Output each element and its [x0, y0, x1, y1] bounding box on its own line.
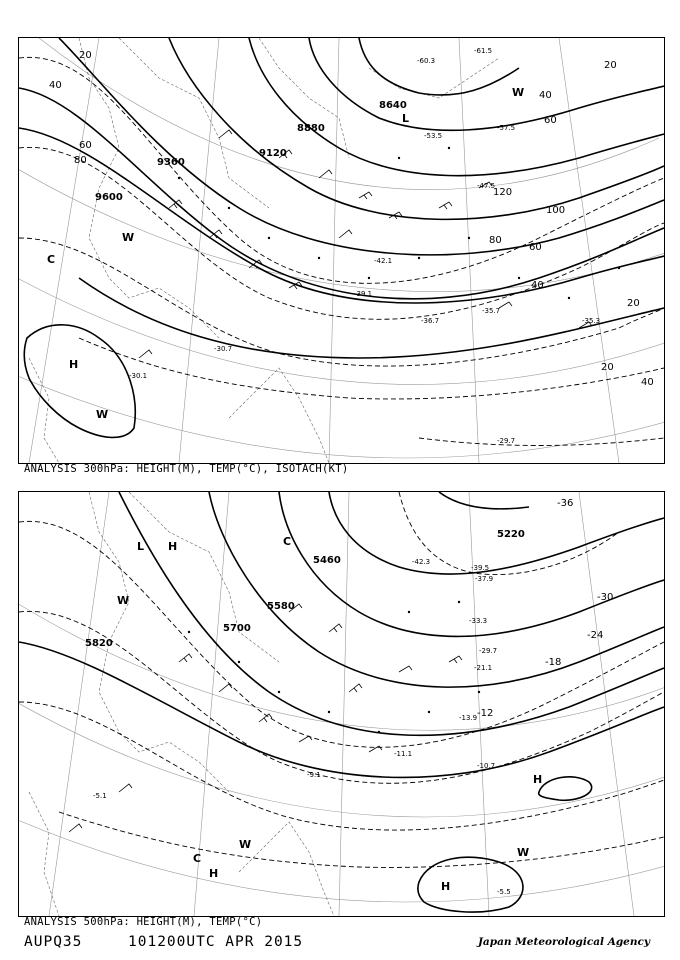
lower-chart-caption: ANALYSIS 500hPa: HEIGHT(M), TEMP(°C)	[24, 916, 263, 928]
temp-label: -10.7	[477, 762, 496, 770]
isotherm-label: -12	[477, 708, 494, 719]
isotach-label: 100	[546, 205, 566, 216]
isotach-label: 20	[601, 362, 614, 373]
temp-label: -9.1	[307, 771, 321, 779]
isotach-label: 80	[74, 155, 87, 166]
temp-label: -29.7	[497, 437, 516, 445]
height-contours	[19, 492, 664, 912]
contour-label: 5220	[497, 529, 525, 540]
isotherm-label: -36	[557, 498, 574, 509]
contour-label: 5460	[313, 555, 341, 566]
warm-label: W	[117, 594, 130, 607]
coastline	[29, 38, 499, 463]
high-label: H	[533, 773, 543, 786]
station-dots	[188, 601, 480, 733]
temp-label: -61.5	[474, 47, 493, 55]
temp-label: -13.9	[459, 714, 478, 722]
isotherm-label: -18	[545, 657, 562, 668]
contour-label: 9600	[95, 192, 123, 203]
agency-name: Japan Meteorological Agency	[477, 936, 650, 948]
chart-id: AUPQ35	[24, 934, 83, 950]
temp-label: -39.5	[471, 564, 490, 572]
temp-label: -35.3	[582, 317, 601, 325]
temp-label: -11.1	[394, 750, 413, 758]
contour-label: 9120	[259, 148, 287, 159]
temp-label: -60.3	[417, 57, 436, 65]
contour-label: 9360	[157, 157, 185, 168]
isotach-label: 40	[539, 90, 552, 101]
temp-label: -42.3	[412, 558, 431, 566]
contour-label: 8880	[297, 123, 325, 134]
temp-label: -30.7	[214, 345, 233, 353]
isotach-label: 40	[49, 80, 62, 91]
temp-label: -30.1	[129, 372, 148, 380]
temp-label: -39.1	[354, 290, 373, 298]
isotherm-label: -24	[587, 630, 604, 641]
isotach-label: 20	[627, 298, 640, 309]
temp-label: -57.5	[497, 124, 516, 132]
isotherm-label: -30	[597, 592, 614, 603]
upper-chart-caption: ANALYSIS 300hPa: HEIGHT(M), TEMP(°C), ISOTACH(KT)	[24, 463, 349, 475]
pressure-systems	[47, 86, 524, 421]
temp-label: -53.5	[424, 132, 443, 140]
contour-label: 8640	[379, 100, 407, 111]
temp-label: -5.1	[93, 792, 107, 800]
temp-label: -33.3	[469, 617, 488, 625]
temp-label: -36.7	[421, 317, 440, 325]
lower-chart-500hpa	[18, 491, 665, 917]
graticule	[19, 492, 664, 916]
wind-barbs	[69, 604, 462, 832]
low-label: L	[137, 540, 145, 553]
height-labels	[95, 100, 410, 203]
warm-label: W	[122, 231, 135, 244]
low-label: L	[402, 112, 410, 125]
temp-label: -37.9	[475, 575, 494, 583]
high-label: H	[168, 540, 178, 553]
temp-label: -35.7	[482, 307, 501, 315]
warm-label: W	[512, 86, 525, 99]
warm-label: W	[517, 846, 530, 859]
contour-label: 5580	[267, 601, 295, 612]
high-label: H	[441, 880, 451, 893]
isotach-label: 120	[493, 187, 513, 198]
cold-label: C	[47, 253, 56, 266]
temp-label: -5.5	[497, 888, 511, 896]
cold-label: C	[193, 852, 202, 865]
isotach-label: 20	[604, 60, 617, 71]
graticule	[19, 38, 664, 463]
contour-label: 5820	[85, 638, 113, 649]
warm-label: W	[239, 838, 252, 851]
upper-chart-map	[19, 38, 664, 463]
temperature-labels	[93, 558, 511, 896]
cold-label: C	[283, 535, 292, 548]
isotach-label: 80	[489, 235, 502, 246]
isotach-label: 40	[641, 377, 654, 388]
temp-label: -29.7	[479, 647, 498, 655]
isotachs	[19, 57, 664, 445]
warm-label: W	[96, 408, 109, 421]
temp-label: -42.1	[374, 257, 393, 265]
valid-time: 101200UTC APR 2015	[128, 934, 304, 950]
temp-label: -47.5	[477, 182, 496, 190]
height-labels	[85, 529, 525, 649]
isotach-label: 20	[79, 50, 92, 61]
temp-label: -21.1	[474, 664, 493, 672]
high-label: H	[69, 358, 79, 371]
upper-chart-300hpa	[18, 37, 665, 464]
high-label: H	[209, 867, 219, 880]
contour-label: 5700	[223, 623, 251, 634]
isotach-label: 40	[531, 280, 544, 291]
isotach-label: 60	[544, 115, 557, 126]
lower-chart-map	[19, 492, 664, 916]
isotach-label: 60	[529, 242, 542, 253]
isotach-label: 60	[79, 140, 92, 151]
